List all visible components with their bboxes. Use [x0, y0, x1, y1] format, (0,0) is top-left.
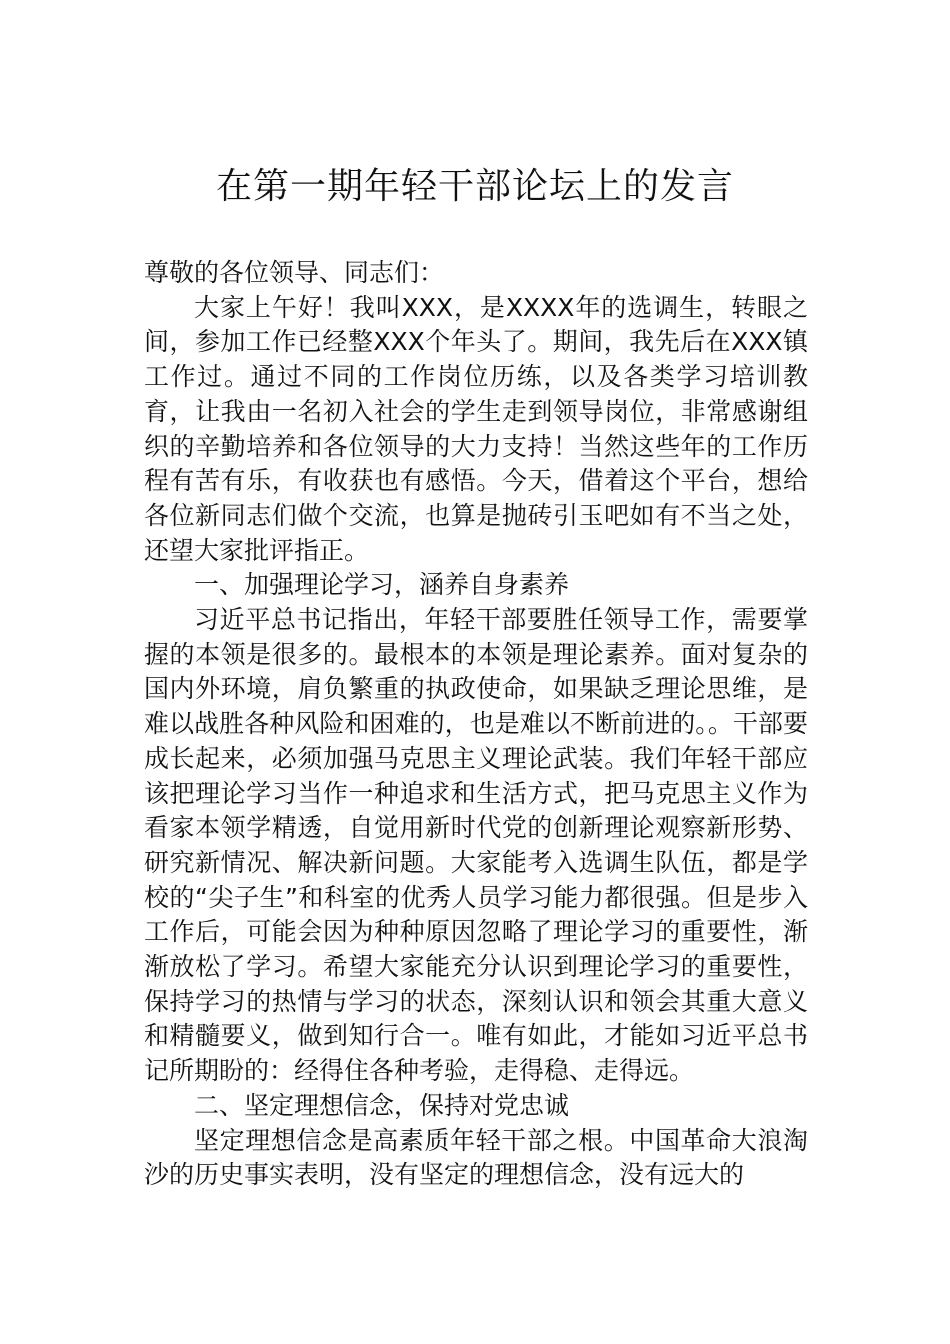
salutation: 尊敬的各位领导、同志们：	[144, 258, 445, 287]
document-body	[144, 256, 808, 1193]
document-title: 在第一期年轻干部论坛上的发言	[215, 166, 734, 207]
section-heading-1: 一、加强理论学习，涵养自身素养	[194, 570, 570, 600]
section-heading-2: 二、坚定理想信念，保持对党忠诚	[194, 1090, 570, 1120]
paragraph-intro: 大家上午好！我叫XXX，是XXXX年的选调生，转眼之间，参加工作已经整XXX个年头了。期间，我先后在XXX镇工作过。通过不同的工作岗位历练，以及各类学习培训教育，让我由一名初入社会的学生走到领导岗位，非常感谢组织的辛勤培养和各位领导的大力支持！当然这些年的工作历程有苦有乐，有收获也有感悟。今天，借着这个平台，想给各位新同志们做个交流，也算是抛砖引玉吧如有不当之处，还望大家批评指正。	[144, 292, 808, 565]
paragraph-theory-study: 习近平总书记指出，年轻干部要胜任领导工作，需要掌握的本领是很多的。最根本的本领是理论素养。面对复杂的国内外环境，肩负繁重的执政使命，如果缺乏理论思维，是难以战胜各种风险和困难的，也是难以不断前进的。。干部要成长起来，必须加强马克思主义理论武装。我们年轻干部应该把理论学习当作一种追求和生活方式，把马克思主义作为看家本领学精透，自觉用新时代党的创新理论观察新形势、研究新情况、解决新问题。大家能考入选调生队伍，都是学校的“尖子生”和科室的优秀人员学习能力都很强。但是步入工作后，可能会因为种种原因忽略了理论学习的重要性，渐渐放松了学习。希望大家能充分认识到理论学习的重要性，保持学习的热情与学习的状态，深刻认识和领会其重大意义和精髓要义，做到知行合一。唯有如此，才能如习近平总书记所期盼的：经得住各种考验，走得稳、走得远。	[144, 605, 808, 1086]
paragraph-ideals-faith: 坚定理想信念是高素质年轻干部之根。中国革命大浪淘沙的历史事实表明，没有坚定的理想信念，没有远大的	[144, 1125, 808, 1190]
